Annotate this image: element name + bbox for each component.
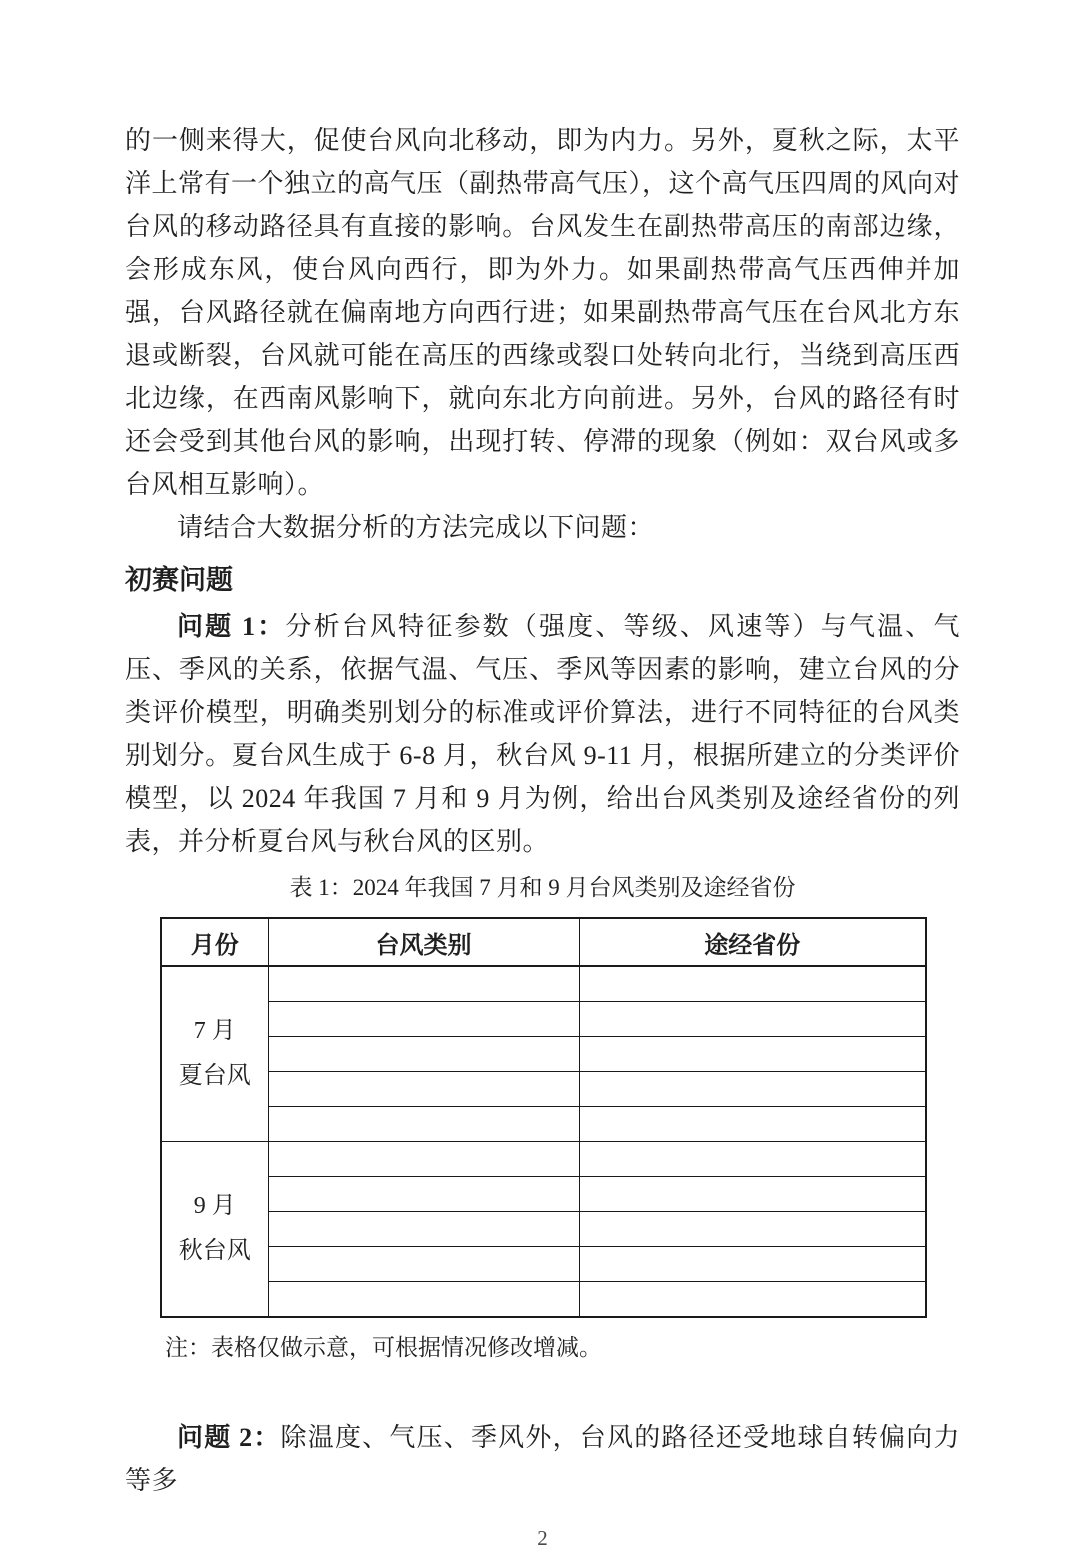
lead-in-paragraph: 请结合大数据分析的方法完成以下问题： (177, 513, 655, 542)
table-row (161, 1212, 926, 1247)
category-cell (268, 1177, 579, 1212)
question1-paragraph (125, 605, 960, 863)
page-number: 2 (537, 1526, 548, 1550)
category-cell (268, 1072, 579, 1107)
category-cell (268, 1142, 579, 1177)
header-cell-province: 途经省份 (579, 918, 926, 966)
province-cell (579, 1107, 926, 1142)
table-row (161, 1072, 926, 1107)
category-cell (268, 1002, 579, 1037)
question2-text: 除温度、气压、季风外，台风的路径还受地球自转偏向力等多 (125, 1423, 960, 1495)
table-body (161, 966, 926, 1317)
table-row (161, 1037, 926, 1072)
intro-paragraph: 的一侧来得大，促使台风向北移动，即为内力。另外，夏秋之际，太平洋上常有一个独立的高气压（副热带高气压），这个高气压四周的风向对台风的移动路径具有直接的影响。台风发生在副热带高压的南部边缘，会形成东风，使台风向西行，即为外力。如果副热带高气压西伸并加强，台风路径就在偏南地方向西行进；如果副热带高气压在台风北方东退或断裂，台风就可能在高压的西缘或裂口处转向北行，当绕到高压西北边缘，在西南风影响下，就向东北方向前进。另外，台风的路径有时还会受到其他台风的影响，出现打转、停滞的现象（例如：双台风或多台风相互影响）。 (125, 126, 961, 499)
province-cell (579, 1177, 926, 1212)
province-cell (579, 1282, 926, 1318)
province-cell (579, 1072, 926, 1107)
section-heading: 初赛问题 (125, 565, 233, 595)
page-content (125, 119, 960, 1552)
table-row (161, 1177, 926, 1212)
question2-paragraph (125, 1416, 960, 1502)
question2-label: 问题 2： (177, 1423, 281, 1452)
question1-text: 分析台风特征参数（强度、等级、风速等）与气温、气压、季风的关系，依据气温、气压、季风等因素的影响，建立台风的分类评价模型，明确类别划分的标准或评价算法，进行不同特征的台风类别划分。夏台风生成于 6-8 月，秋台风 9-11 月，根据所建立的分类评价模型，以 2024 年我国 7 月和 9 月为例，给出台风类别及途经省份的列表，并分析夏台风与秋台风的区别。 (125, 612, 960, 856)
category-cell (268, 1037, 579, 1072)
province-cell (579, 1002, 926, 1037)
month-cell (161, 1142, 268, 1318)
table-row (161, 1282, 926, 1318)
typhoon-table (160, 917, 927, 1318)
table-row (161, 1247, 926, 1282)
header-cell-month: 月份 (161, 918, 268, 966)
table-caption: 表 1：2024 年我国 7 月和 9 月台风类别及途经省份 (289, 875, 796, 900)
table-row (161, 1107, 926, 1142)
season-label: 秋台风 (178, 1238, 251, 1264)
table-header-row (161, 918, 926, 966)
category-cell (268, 1107, 579, 1142)
month-label: 9 月 (193, 1193, 236, 1219)
table-row (161, 1142, 926, 1177)
province-cell (579, 1142, 926, 1177)
season-label: 夏台风 (178, 1063, 251, 1089)
month-cell (161, 966, 268, 1142)
table-row (161, 966, 926, 1002)
province-cell (579, 966, 926, 1002)
category-cell (268, 1212, 579, 1247)
category-cell (268, 1282, 579, 1318)
province-cell (579, 1212, 926, 1247)
table-note: 注：表格仅做示意，可根据情况修改增减。 (165, 1335, 602, 1360)
question1-label: 问题 1： (177, 612, 286, 641)
category-cell (268, 1247, 579, 1282)
header-cell-category: 台风类别 (268, 918, 579, 966)
province-cell (579, 1037, 926, 1072)
table-row (161, 1002, 926, 1037)
month-label: 7 月 (193, 1018, 236, 1044)
province-cell (579, 1247, 926, 1282)
category-cell (268, 966, 579, 1002)
